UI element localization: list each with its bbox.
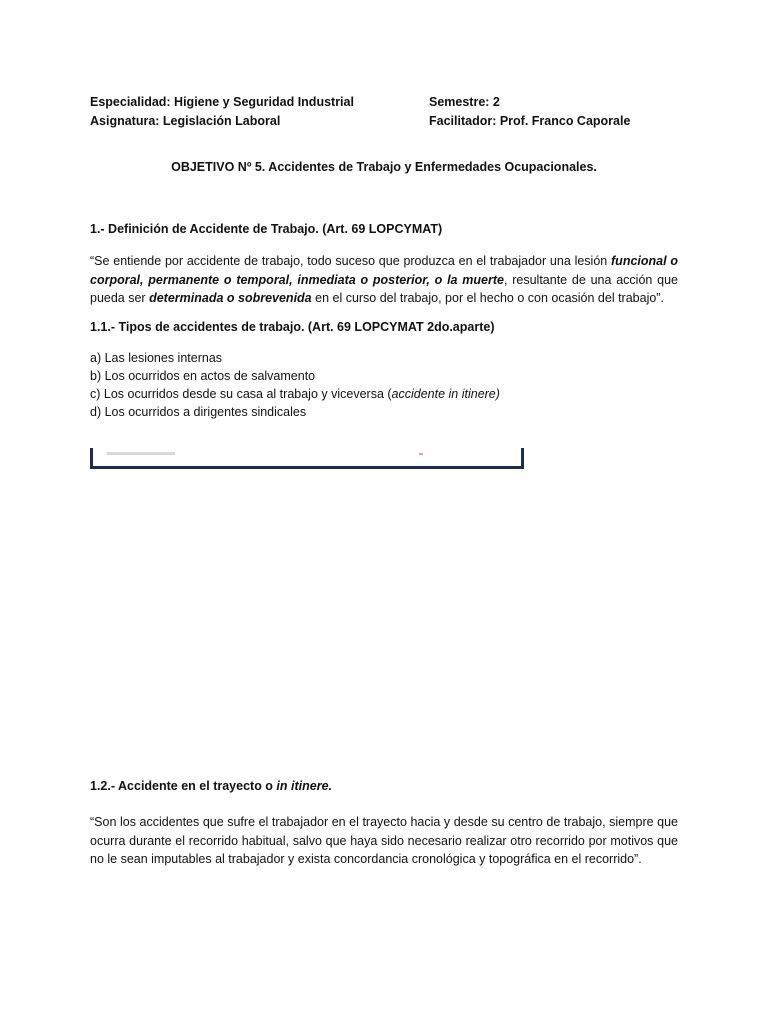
cropped-figure-text-remnant	[107, 452, 175, 455]
especialidad-label: Especialidad: Higiene y Seguridad Industrial	[90, 95, 354, 109]
section-1-2-definition: “Son los accidentes que sufre el trabajador en el trayecto hacia y desde su centro de trabajo, siempre que ocurra durante el recorrido habitual, salvo que haya sido necesario realizar otro recorrido por motivos que no le sean imputables al trabajador y exista concordancia cronológica y topográfica en el recorrido”.	[90, 815, 678, 866]
list-item: c) Los ocurridos desde su casa al trabajo y viceversa (accidente in itinere)	[90, 387, 500, 401]
section-1-2-heading: 1.2.- Accidente en el trayecto o in itinere.	[90, 779, 332, 793]
list-item: d) Los ocurridos a dirigentes sindicales	[90, 405, 307, 419]
section-1-1-heading: 1.1.- Tipos de accidentes de trabajo. (Art. 69 LOPCYMAT 2do.aparte)	[90, 320, 495, 334]
cropped-figure-mark	[419, 453, 423, 455]
facilitador-label: Facilitador: Prof. Franco Caporale	[429, 114, 631, 128]
asignatura-label: Asignatura: Legislación Laboral	[90, 114, 281, 128]
accident-types-list	[90, 349, 500, 421]
list-item: b) Los ocurridos en actos de salvamento	[90, 369, 316, 383]
objective-title: OBJETIVO Nº 5. Accidentes de Trabajo y Enfermedades Ocupacionales.	[171, 160, 597, 174]
section-1-heading: 1.- Definición de Accidente de Trabajo. (Art. 69 LOPCYMAT)	[90, 222, 443, 236]
section-1-definition: “Se entiende por accidente de trabajo, todo suceso que produzca en el trabajador una lesión funcional o corporal, permanente o temporal, inmediata o posterior, o la muerte, resultante de una acción que pueda ser determinada o sobrevenida en el curso del trabajo, por el hecho o con ocasión del trabajo”.	[90, 254, 678, 305]
list-item: a) Las lesiones internas	[90, 351, 223, 365]
cropped-figure-box	[90, 448, 524, 469]
semestre-label: Semestre: 2	[429, 95, 500, 109]
